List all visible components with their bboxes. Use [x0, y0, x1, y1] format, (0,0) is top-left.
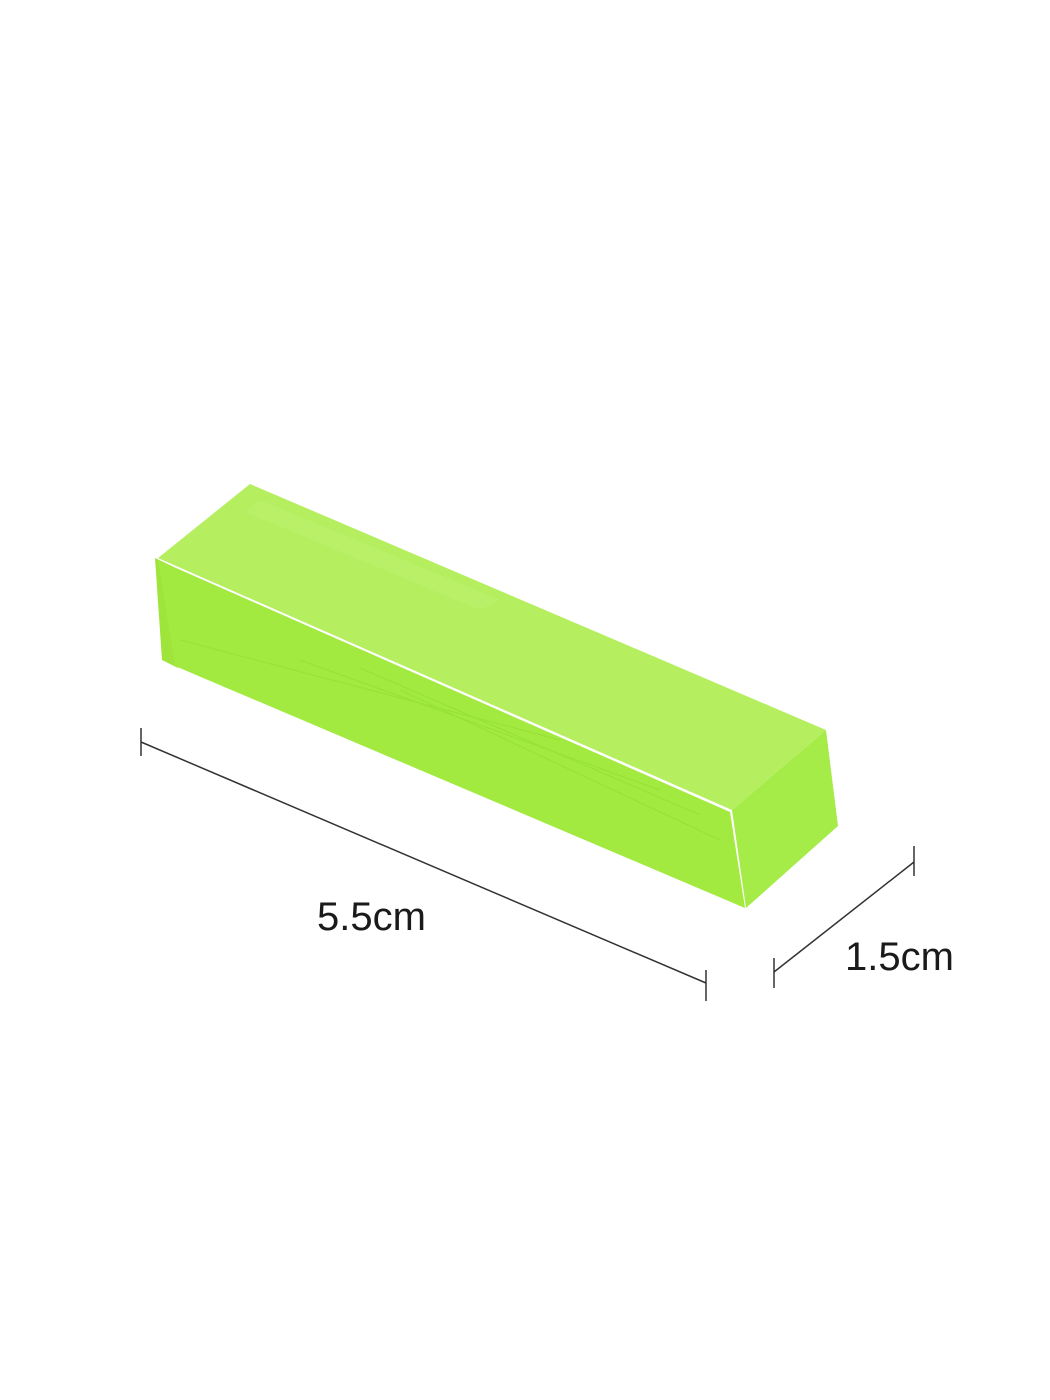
sticky-note-stack — [155, 484, 838, 908]
length-label: 5.5cm — [317, 895, 426, 939]
width-label: 1.5cm — [845, 935, 954, 979]
